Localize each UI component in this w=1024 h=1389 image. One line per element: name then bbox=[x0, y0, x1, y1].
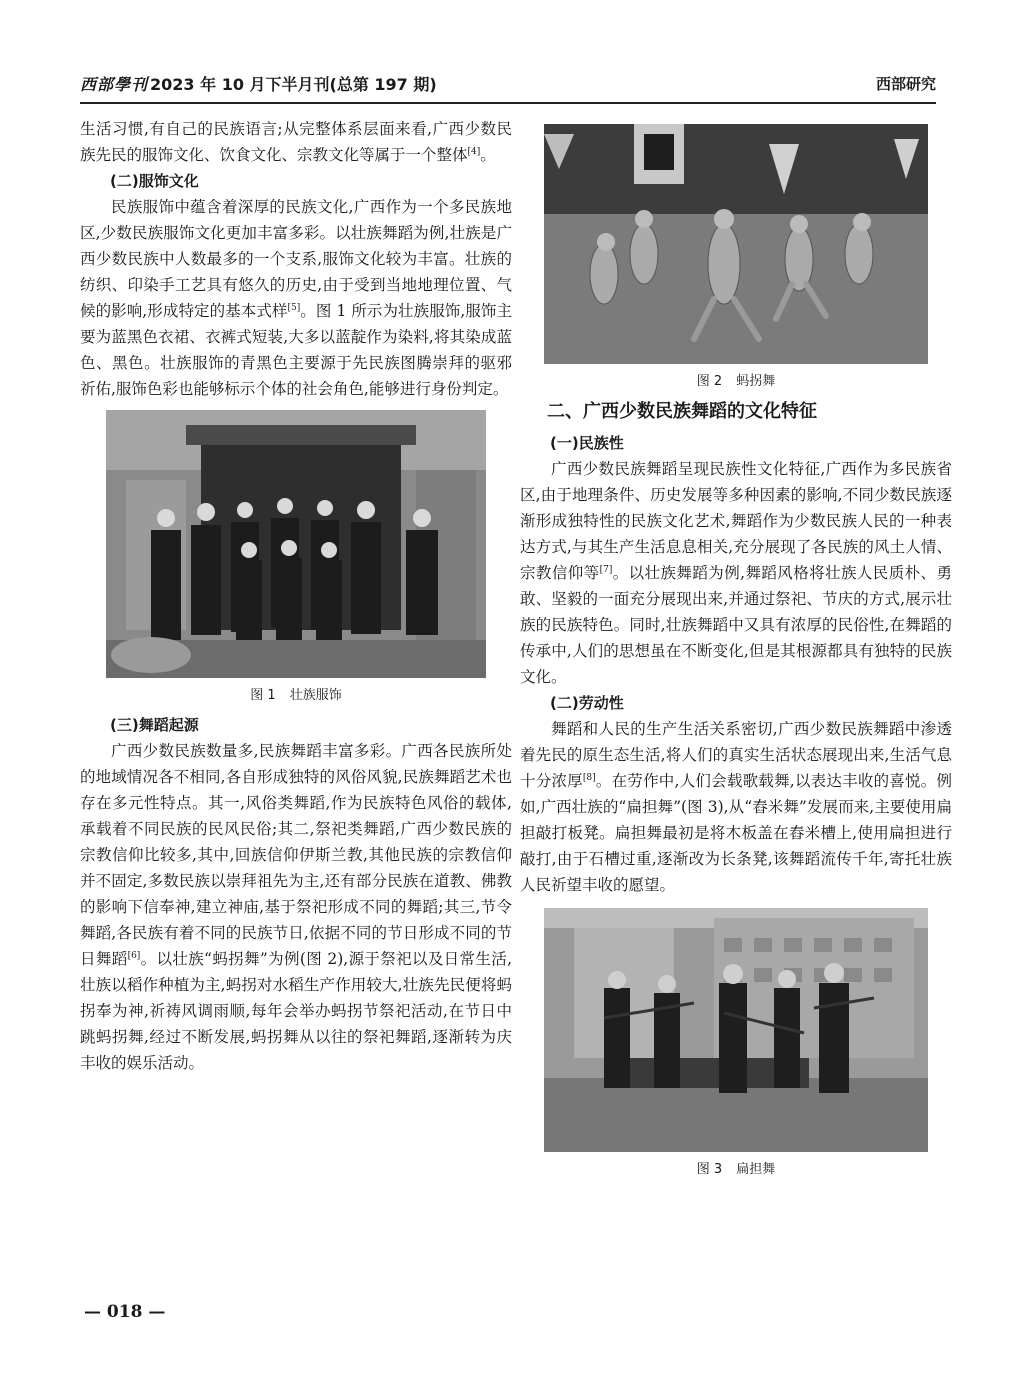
citation-ref: [6] bbox=[127, 950, 141, 961]
heading-costume-culture: (二)服饰文化 bbox=[110, 172, 199, 190]
citation-ref: [5] bbox=[287, 302, 301, 313]
photo-zhuang-costume bbox=[106, 410, 486, 678]
photo-frog-dance-image bbox=[544, 124, 928, 364]
figure-1 bbox=[80, 410, 512, 706]
section-name: 西部研究 bbox=[875, 75, 936, 93]
running-header bbox=[80, 70, 936, 104]
paragraph-labor: 舞蹈和人民的生产生活关系密切,广西少数民族舞蹈中渗透着先民的原生态生活,将人们的真实生活状态展现出来,生活气息十分浓厚[8]。在劳作中,人们会载歌载舞,以表达丰收的喜悦。例如,广西壮族的“扁担舞”(图 3),从“舂米舞”发展而来,主要使用扁担敲打板凳。扁担舞最初是将木板盖在舂米槽上,使用扁担进行敲打,由于石槽过重,逐渐改为长条凳,该舞蹈流传千年,寄托壮族人民祈望丰收的愿望。 bbox=[520, 720, 952, 894]
citation-ref: [4] bbox=[467, 146, 481, 157]
journal-logo: 西部學刊 bbox=[80, 75, 149, 94]
figure-3-caption: 图 3 扁担舞 bbox=[696, 1162, 776, 1177]
heading-labor: (二)劳动性 bbox=[550, 694, 624, 712]
figure-1-caption: 图 1 壮族服饰 bbox=[250, 688, 342, 703]
photo-zhuang-costume-image bbox=[106, 410, 486, 678]
section-heading-cultural-features: 二、广西少数民族舞蹈的文化特征 bbox=[547, 401, 817, 422]
heading-dance-origin: (三)舞蹈起源 bbox=[110, 716, 199, 734]
issue-info: 2023 年 10 月下半月刊(总第 197 期) bbox=[150, 75, 437, 94]
figure-2 bbox=[520, 124, 952, 392]
citation-ref: [8] bbox=[582, 772, 596, 783]
journal-title bbox=[80, 72, 437, 95]
figure-2-caption: 图 2 蚂拐舞 bbox=[696, 374, 776, 389]
photo-shoulder-pole-dance-image bbox=[544, 908, 928, 1152]
paragraph-continued: 生活习惯,有自己的民族语言;从完整体系层面来看,广西少数民族先民的服饰文化、饮食文化、宗教文化等属于一个整体[4]。 bbox=[80, 120, 513, 164]
citation-ref: [7] bbox=[599, 564, 613, 575]
heading-ethnicity: (一)民族性 bbox=[550, 434, 624, 452]
paragraph-costume: 民族服饰中蕴含着深厚的民族文化,广西作为一个多民族地区,少数民族服饰文化更加丰富多彩。以壮族舞蹈为例,壮族是广西少数民族中人数最多的一个支系,服饰文化较为丰富。壮族的纺织、印染手工艺具有悠久的历史,由于受到当地地理位置、气候的影响,形成特定的基本式样[5]。图 1 所示为壮族服饰,服饰主要为蓝黑色衣裙、衣裤式短装,大多以蓝靛作为染料,将其染成蓝色、黑色。壮族服饰的青黑色主要源于先民族图腾崇拜的驱邪祈佑,服饰色彩也能够标示个体的社会角色,能够进行身份判定。 bbox=[80, 198, 512, 398]
figure-3 bbox=[520, 908, 952, 1180]
paragraph-dance-origin: 广西少数民族数量多,民族舞蹈丰富多彩。广西各民族所处的地域情况各不相同,各自形成独特的风俗风貌,民族舞蹈艺术也存在多元性特点。其一,风俗类舞蹈,作为民族特色风俗的载体,承载着不同民族的民风民俗;其二,祭祀类舞蹈,广西少数民族的宗教信仰比较多,其中,回族信仰伊斯兰教,其他民族的宗教信仰并不固定,多数民族以崇拜祖先为主,还有部分民族在道教、佛教的影响下信奉神,建立神庙,基于祭祀形成不同的舞蹈;其三,节令舞蹈,各民族有着不同的民族节日,依据不同的节日形成不同的节日舞蹈[6]。以壮族“蚂拐舞”为例(图 2),源于祭祀以及日常生活,壮族以稻作种植为主,蚂拐对水稻生产作用较大,壮族先民便将蚂拐奉为神,祈祷风调雨顺,每年会举办蚂拐节祭祀活动,在节日中跳蚂拐舞,经过不断发展,蚂拐舞从以往的祭祀舞蹈,逐渐转为庆丰收的娱乐活动。 bbox=[80, 742, 512, 1072]
left-column bbox=[80, 116, 512, 1076]
photo-frog-dance bbox=[544, 124, 928, 364]
paragraph-ethnicity: 广西少数民族舞蹈呈现民族性文化特征,广西作为多民族省区,由于地理条件、历史发展等多种因素的影响,不同少数民族逐渐形成独特性的民族文化艺术,舞蹈作为少数民族人民的一种表达方式,与其生产生活息息相关,充分展现了各民族的风土人情、宗教信仰等[7]。以壮族舞蹈为例,舞蹈风格将壮族人民质朴、勇敢、坚毅的一面充分展现出来,并通过祭祀、节庆的方式,展示壮族的民族特色。同时,壮族舞蹈中又具有浓厚的民俗性,在舞蹈的传承中,人们的思想虽在不断变化,但是其根源都具有独特的民族文化。 bbox=[520, 460, 952, 686]
right-column bbox=[520, 116, 952, 1186]
photo-shoulder-pole-dance bbox=[544, 908, 928, 1152]
page-number: — 018 — bbox=[84, 1302, 166, 1322]
